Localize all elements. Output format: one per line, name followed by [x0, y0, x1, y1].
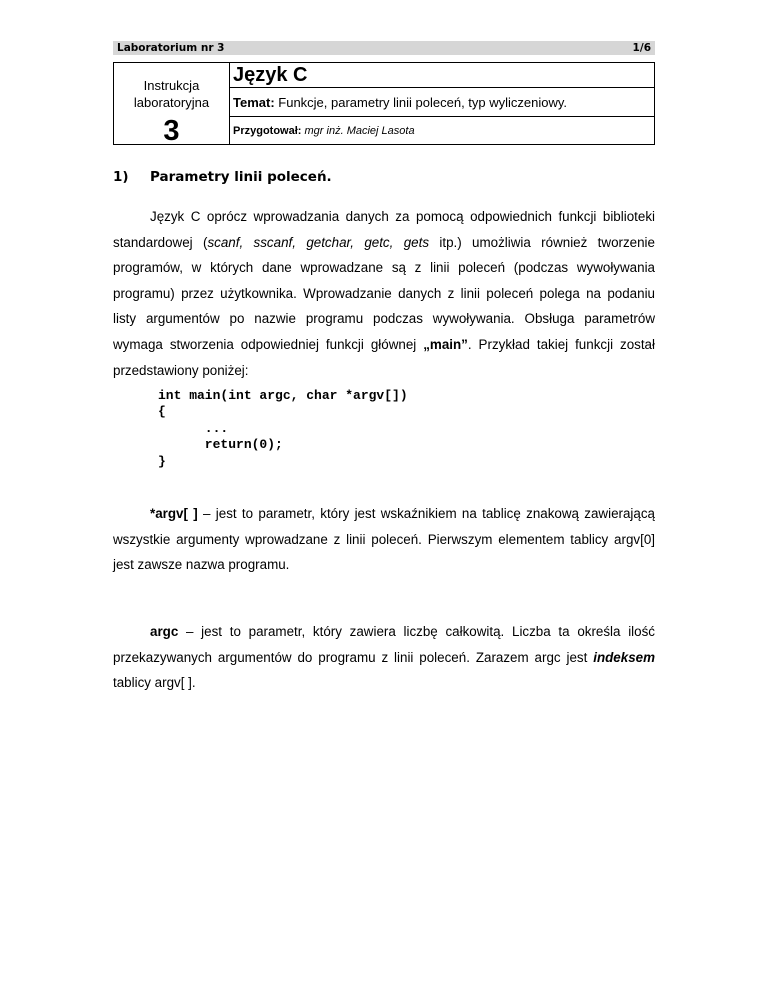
instruction-label: Instrukcja laboratoryjna	[133, 78, 210, 110]
topic-row	[230, 88, 654, 117]
paragraph-intro: Język C oprócz wprowadzania danych za pomocą odpowiednich funkcji biblioteki standardowej (scanf, sscanf, getchar, getc, gets itp.) umożliwia również tworzenie programów, w których dane wprowadzane są z linii poleceń (podczas wywoływania programu) przez użytkownika. Wprowadzanie danych z linii poleceń polega na podaniu listy argumentów po nazwie programu podczas wywoływania. Obsługa parametrów wymaga stworzenia odpowiedniej funkcji głównej „main”. Przykład takiej funkcji został przedstawiony poniżej:	[113, 209, 655, 378]
argv-term: *argv[ ]	[150, 506, 198, 521]
author-name: mgr inż. Maciej Lasota	[304, 124, 415, 137]
course-title: Język C	[230, 63, 654, 88]
section-title: Parametry linii poleceń.	[150, 169, 332, 185]
instruction-cell	[114, 63, 230, 147]
paragraph-argc: argc – jest to parametr, który zawiera liczbę całkowitą. Liczba ta określa ilość przekazywanych argumentów do programu z linii poleceń. Zarazem argc jest indeksem tablicy argv[ ].	[113, 624, 655, 691]
author-label: Przygotował:	[233, 124, 302, 137]
main-keyword: „main”	[423, 336, 468, 352]
section-heading	[113, 169, 332, 185]
title-block	[113, 62, 655, 145]
instruction-number: 3	[163, 115, 180, 147]
header-page-number: 1/6	[632, 42, 651, 54]
title-info	[230, 63, 654, 144]
section-number: 1)	[113, 169, 129, 185]
author-row	[230, 117, 654, 144]
index-emphasis: indeksem	[593, 649, 655, 665]
paragraph-argv: *argv[ ] – jest to parametr, który jest wskaźnikiem na tablicę znakową zawierającą wszystkie argumenty wprowadzane z linii poleceń. Pierwszym elementem tablicy argv[0] jest zawsze nazwa programu.	[113, 506, 655, 573]
topic-text: Funkcje, parametry linii poleceń, typ wyliczeniowy.	[274, 94, 568, 110]
page-header	[113, 41, 655, 55]
function-list: scanf, sscanf, getchar, getc, gets	[207, 234, 430, 250]
code-sample: int main(int argc, char *argv[]) { ... return(0); }	[158, 388, 408, 469]
header-lab-title: Laboratorium nr 3	[117, 42, 225, 54]
topic-label: Temat:	[233, 94, 275, 110]
argc-term: argc	[150, 624, 179, 639]
